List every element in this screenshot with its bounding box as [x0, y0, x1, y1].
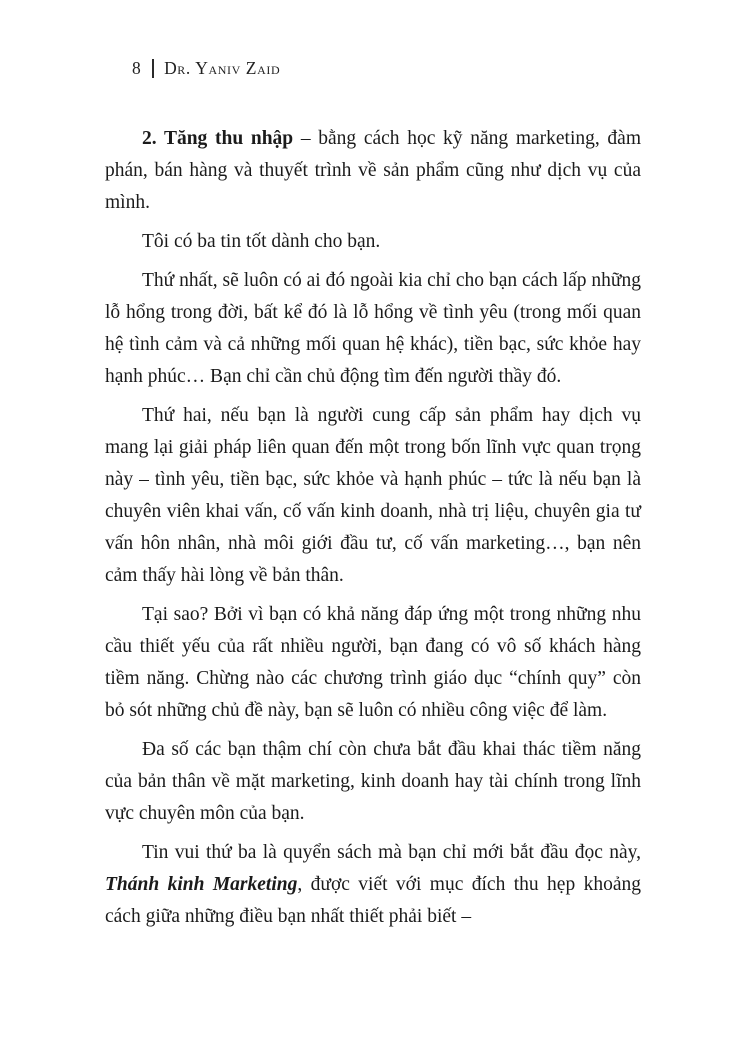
text-run: Tại sao? Bởi vì bạn có khả năng đáp ứng một trong những nhu cầu thiết yếu của rất nhiều người, bạn đang có vô số khách hàng tiềm năng. Chừng nào các chương trình giáo dục “chính quy” còn bỏ sót những chủ đề này, bạn sẽ luôn có nhiều công việc để làm. — [105, 604, 641, 721]
paragraph — [105, 599, 641, 727]
paragraph — [105, 123, 641, 219]
paragraph — [105, 265, 641, 393]
text-run: 2. Tăng thu nhập — [142, 128, 294, 149]
text-run: Thứ nhất, sẽ luôn có ai đó ngoài kia chỉ cho bạn cách lấp những lỗ hổng trong đời, bất kể đó là lỗ hổng về tình yêu (trong mối quan hệ tình cảm và cả những mối quan hệ khác), tiền bạc, sức khỏe hay hạnh phúc… Bạn chỉ cần chủ động tìm đến người thầy đó. — [105, 270, 641, 387]
author-name: Dr. Yaniv Zaid — [164, 58, 281, 78]
text-run: Tôi có ba tin tốt dành cho bạn. — [142, 231, 381, 252]
paragraph — [105, 837, 641, 933]
page-number: 8 — [132, 58, 142, 78]
text-run: Thánh kinh Marketing — [105, 874, 298, 895]
paragraph — [105, 734, 641, 830]
text-run: Đa số các bạn thậm chí còn chưa bắt đầu khai thác tiềm năng của bản thân về mặt marketing, kinh doanh hay tài chính trong lĩnh vực chuyên môn của bạn. — [105, 739, 641, 824]
text-run: Thứ hai, nếu bạn là người cung cấp sản phẩm hay dịch vụ mang lại giải pháp liên quan đến một trong bốn lĩnh vực quan trọng này – tình yêu, tiền bạc, sức khỏe và hạnh phúc – tức là nếu bạn là chuyên viên khai vấn, cố vấn kinh doanh, nhà trị liệu, chuyên gia tư vấn hôn nhân, nhà môi giới đầu tư, cố vấn marketing…, bạn nên cảm thấy hài lòng về bản thân. — [105, 405, 641, 586]
page-header — [105, 58, 641, 79]
body-text — [105, 123, 641, 933]
paragraph — [105, 400, 641, 592]
text-run: – bằng cách học kỹ năng marketing, đàm phán, bán hàng và thuyết trình về sản phẩm cũng như dịch vụ của mình. — [105, 128, 642, 213]
header-separator — [152, 59, 154, 78]
text-run: Tin vui thứ ba là quyển sách mà bạn chỉ mới bắt đầu đọc này, — [142, 842, 641, 863]
text-run: , được viết với mục đích thu hẹp khoảng cách giữa những điều bạn nhất thiết phải biết – — [105, 874, 641, 927]
paragraph — [105, 226, 641, 258]
